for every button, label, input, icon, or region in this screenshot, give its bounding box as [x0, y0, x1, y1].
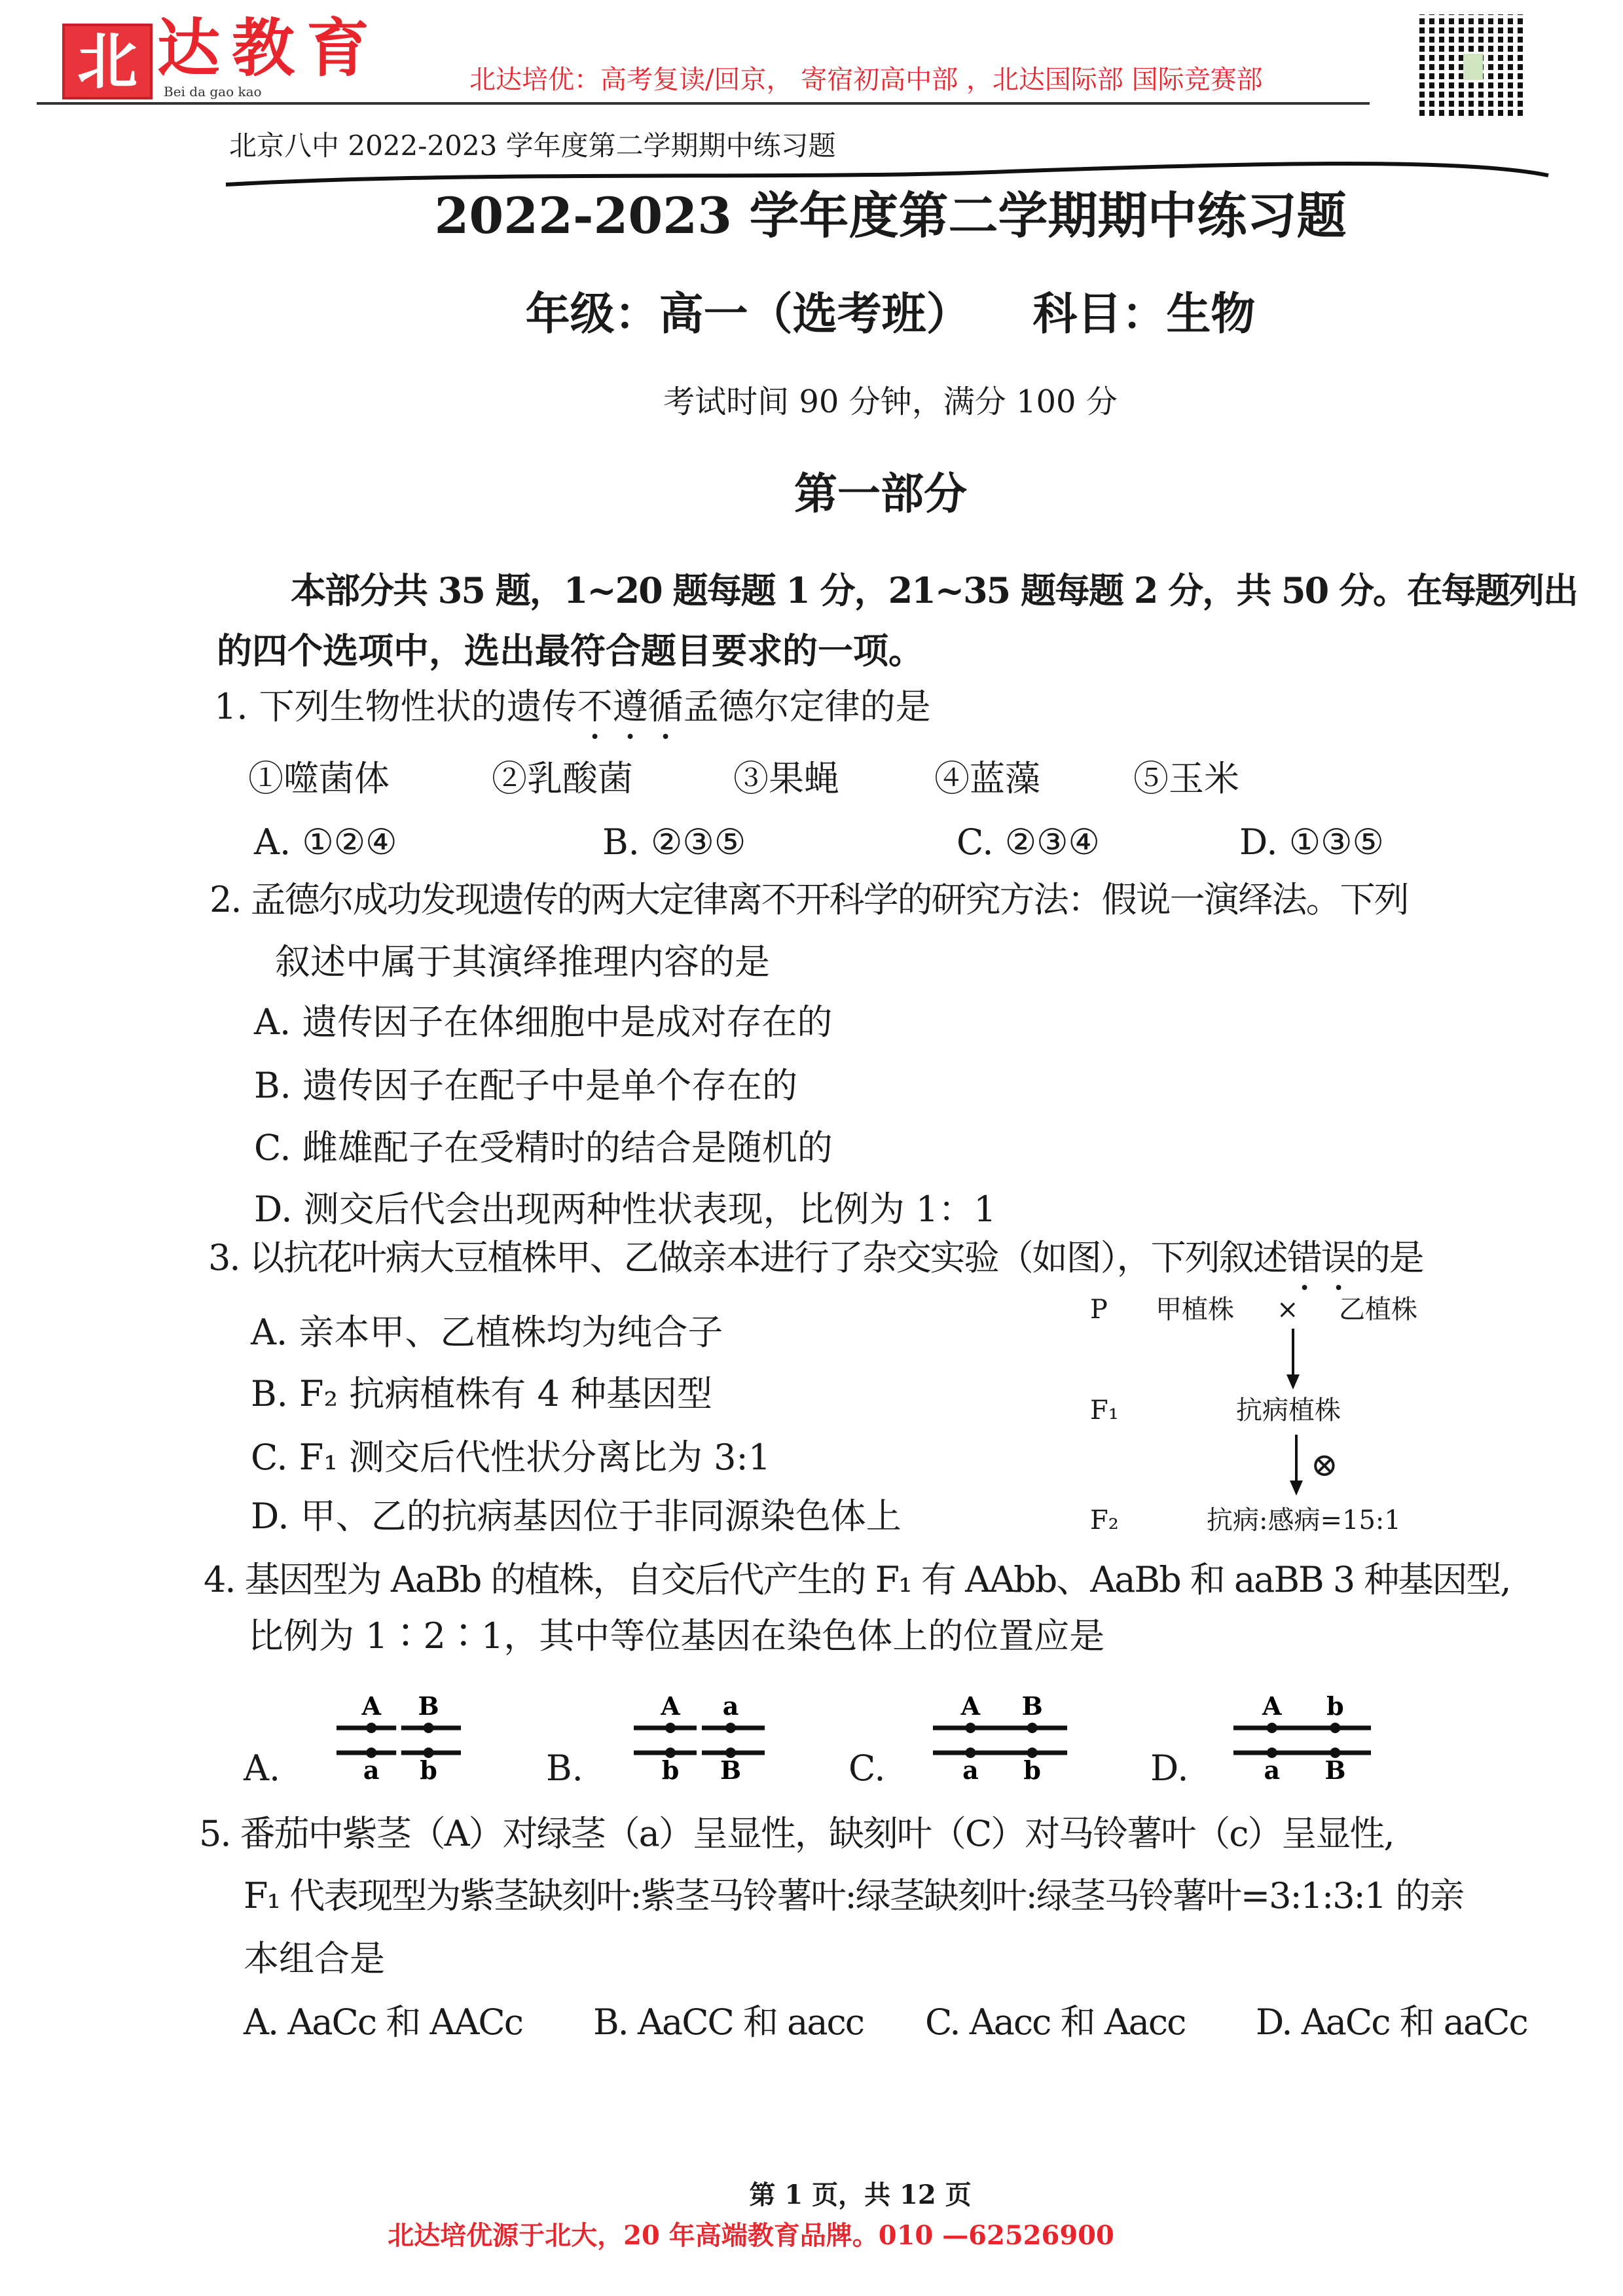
qr-code-logo [1463, 54, 1483, 80]
running-header: 北京八中 2022-2023 学年度第二学期期中练习题 [229, 130, 836, 162]
allele-label: A [960, 1691, 981, 1721]
section-heading: 第一部分 [794, 468, 967, 519]
question-3-stem [208, 1237, 1423, 1299]
question-2-stem-cont: 叙述中属于其演绎推理内容的是 [275, 941, 770, 982]
q3-option-b: B. F₂ 抗病植株有 4 种基因型 [251, 1373, 712, 1414]
allele-label: b [661, 1755, 680, 1785]
q5-option-b: B. AaCC 和 aacc [593, 2001, 864, 2043]
f1-result: 抗病植株 [1236, 1395, 1341, 1426]
q1-item: ⑤玉米 [1133, 758, 1239, 799]
q1-item: ③果蝇 [733, 758, 839, 799]
grade-subject: 年级：高一（选考班） 科目：生物 [525, 288, 1256, 340]
q1-item: ②乳酸菌 [492, 758, 633, 799]
page-title: 2022-2023 学年度第二学期期中练习题 [434, 187, 1347, 245]
q4-option-label: B. [546, 1748, 583, 1789]
q3-option-c: C. F₁ 测交后代性状分离比为 3:1 [251, 1437, 771, 1478]
question-4-stem: 4. 基因型为 AaBb 的植株，自交后代产生的 F₁ 有 AAbb、AaBb 和 aaBB 3 种基因型, [204, 1559, 1510, 1600]
brand-tagline: 北达培优：高考复读/回京， 寄宿初高中部 ，北达国际部 国际竞赛部 [469, 65, 1263, 95]
gene-locus [424, 1723, 434, 1733]
stem-text: 1. 下列生物性状的遗传 [214, 686, 577, 727]
q1-option-a: A. ①②④ [254, 821, 397, 863]
logo-pinyin: Bei da gao kao [164, 84, 262, 99]
q5-option-d: D. AaCc 和 aaCc [1256, 2001, 1527, 2043]
allele-label: A [361, 1691, 381, 1721]
f2-result: 抗病:感病=15:1 [1207, 1505, 1401, 1535]
gene-locus [1267, 1723, 1277, 1733]
stem-text: 孟德尔定律的是 [683, 686, 931, 727]
header-divider [37, 102, 1370, 105]
q2-option-a: A. 遗传因子在体细胞中是成对存在的 [254, 1001, 833, 1043]
q5-option-a: A. AaCc 和 AACc [244, 2001, 522, 2043]
q5-option-c: C. Aacc 和 Aacc [925, 2001, 1186, 2043]
q1-item: ①噬菌体 [248, 758, 390, 799]
q4-option-label: A. [244, 1748, 281, 1789]
q1-option-c: C. ②③④ [957, 821, 1100, 863]
gene-locus [1027, 1723, 1038, 1733]
gene-locus [1330, 1723, 1340, 1733]
q1-item: ④蓝藻 [934, 758, 1040, 799]
question-5-stem-cont: 本组合是 [244, 1938, 385, 1979]
footer-promo: 北达培优源于北大，20 年高端教育品牌。010 —62526900 [388, 2220, 1114, 2251]
allele-label: a [722, 1691, 739, 1721]
chromosome-diagram [933, 1682, 1067, 1787]
q3-option-d: D. 甲、乙的抗病基因位于非同源染色体上 [251, 1496, 902, 1537]
allele-label: a [1264, 1755, 1281, 1785]
stem-text: 3. 以抗花叶病大豆植株甲、乙做亲本进行了杂交实验（如图），下列叙述 [208, 1237, 1287, 1278]
question-5-stem: 5. 番茄中紫茎（A）对绿茎（a）呈显性，缺刻叶（C）对马铃薯叶（c）呈显性, [199, 1813, 1394, 1854]
question-2-stem: 2. 孟德尔成功发现遗传的两大定律离不开科学的研究方法：假说一演绎法。下列 [210, 879, 1408, 920]
emphasized-text: 不遵循 [577, 686, 684, 727]
chromosome-diagram [1233, 1682, 1371, 1787]
q2-option-b: B. 遗传因子在配子中是单个存在的 [254, 1065, 798, 1106]
p-generation-label: P [1090, 1295, 1108, 1325]
parent-1: 甲植株 [1156, 1295, 1234, 1325]
f1-label: F₁ [1090, 1395, 1119, 1426]
emphasized-text: 错误 [1286, 1237, 1355, 1278]
allele-label: B [1021, 1691, 1043, 1721]
q2-option-d: D. 测交后代会出现两种性状表现，比例为 1：1 [254, 1189, 996, 1230]
question-5-stem-cont: F₁ 代表现型为紫茎缺刻叶:紫茎马铃薯叶:绿茎缺刻叶:绿茎马铃薯叶=3:1:3:1 的亲 [244, 1875, 1464, 1916]
allele-label: B [720, 1755, 742, 1785]
allele-label: B [1324, 1755, 1346, 1785]
q4-option-label: C. [848, 1748, 886, 1789]
q1-option-b: B. ②③⑤ [602, 821, 746, 863]
allele-label: B [418, 1691, 439, 1721]
stem-text: 的是 [1355, 1237, 1423, 1278]
allele-label: b [1326, 1691, 1344, 1721]
gene-locus [366, 1723, 376, 1733]
q2-option-c: C. 雌雄配子在受精时的结合是随机的 [254, 1127, 833, 1168]
cross-symbol: × [1277, 1295, 1299, 1325]
allele-label: b [420, 1755, 437, 1785]
exam-info: 考试时间 90 分钟，满分 100 分 [663, 384, 1118, 420]
gene-locus [725, 1723, 736, 1733]
logo-mark: 北 [62, 24, 153, 99]
parent-2: 乙植株 [1339, 1295, 1417, 1325]
allele-label: A [1262, 1691, 1282, 1721]
page-number: 第 1 页，共 12 页 [749, 2179, 972, 2210]
allele-label: a [962, 1755, 979, 1785]
q3-option-a: A. 亲本甲、乙植株均为纯合子 [251, 1312, 723, 1353]
instructions-line-2: 的四个选项中，选出最符合题目要求的一项。 [217, 630, 924, 672]
arrow-down-icon [1286, 1435, 1306, 1497]
allele-label: a [363, 1755, 380, 1785]
chromosome-diagram [634, 1682, 765, 1787]
allele-label: b [1023, 1755, 1041, 1785]
gene-locus [665, 1723, 676, 1733]
allele-label: A [661, 1691, 680, 1721]
arrow-down-icon [1283, 1329, 1303, 1391]
f2-label: F₂ [1090, 1505, 1119, 1535]
chromosome-diagram [337, 1682, 461, 1787]
q1-option-d: D. ①③⑤ [1239, 821, 1384, 863]
instructions-line-1: 本部分共 35 题，1~20 题每题 1 分，21~35 题每题 2 分，共 50 分。在每题列出 [291, 569, 1577, 611]
q4-option-label: D. [1150, 1748, 1189, 1789]
logo-text: 达教育 [157, 11, 381, 85]
self-cross-icon: ⊗ [1311, 1446, 1338, 1484]
gene-locus [965, 1723, 976, 1733]
question-4-stem-cont: 比例为 1∶2∶1，其中等位基因在染色体上的位置应是 [248, 1615, 1105, 1657]
question-1-stem [214, 686, 931, 747]
